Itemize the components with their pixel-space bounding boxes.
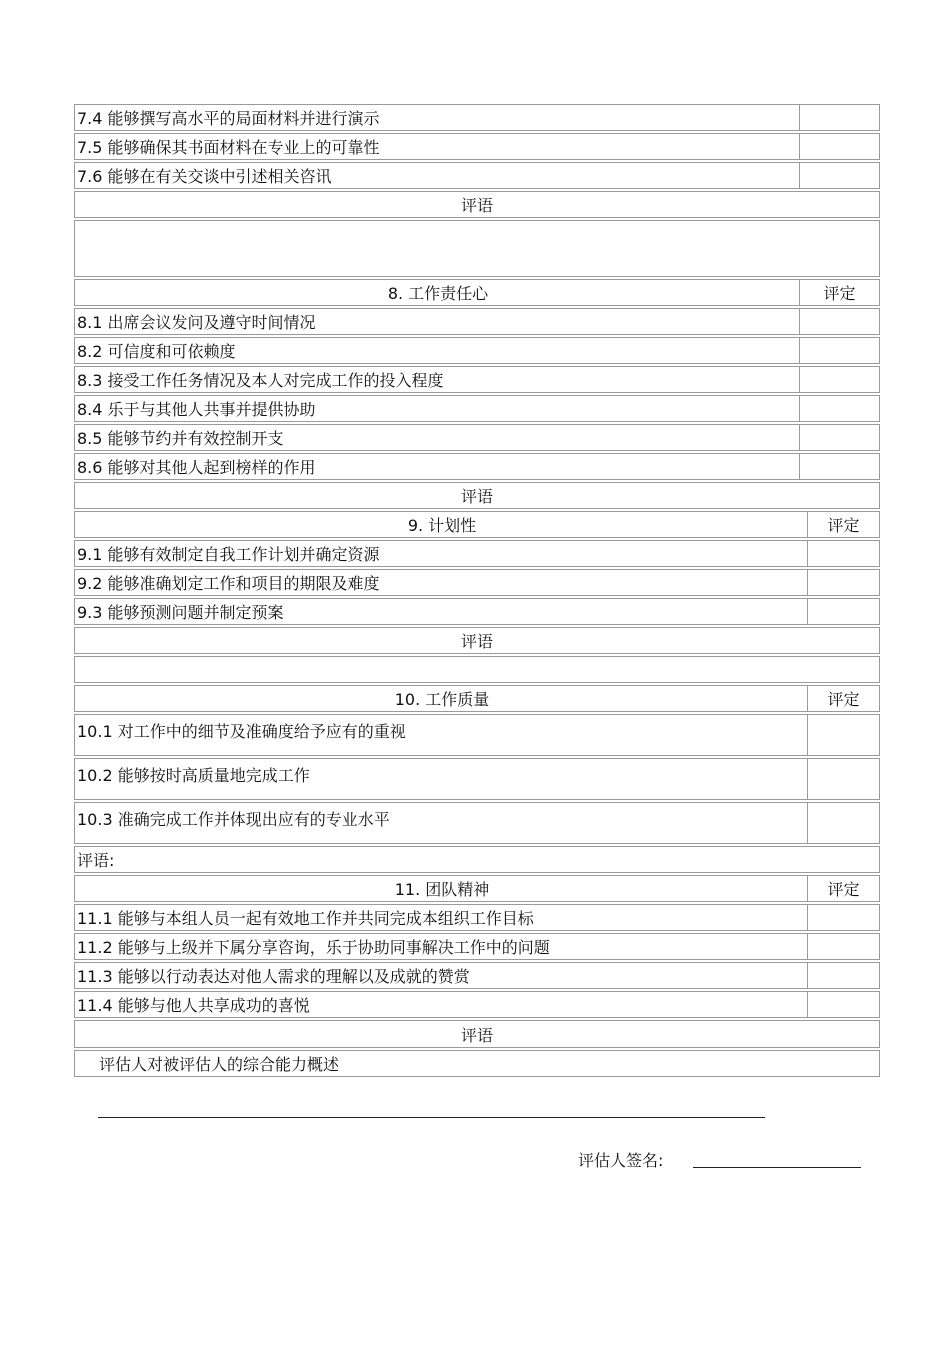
item-row-10-3: [74, 802, 880, 844]
rating-cell[interactable]: [807, 992, 879, 1017]
item-label: 10.2 能够按时高质量地完成工作: [77, 766, 310, 785]
rating-cell[interactable]: [807, 599, 879, 624]
item-label: 8.3 接受工作任务情况及本人对完成工作的投入程度: [77, 371, 444, 390]
item-row-10-2: [74, 758, 880, 800]
item-label: 7.4 能够撰写高水平的局面材料并进行演示: [77, 109, 380, 128]
item-label: 10.3 准确完成工作并体现出应有的专业水平: [77, 810, 390, 829]
comment-input[interactable]: [75, 657, 879, 682]
rating-cell[interactable]: [807, 905, 879, 930]
section-header-8: [74, 279, 880, 306]
item-label: 7.6 能够在有关交谈中引述相关咨讯: [77, 167, 332, 186]
item-label: 9.2 能够准确划定工作和项目的期限及难度: [77, 574, 380, 593]
rating-cell[interactable]: [807, 541, 879, 566]
comment-label: 评语: [460, 196, 493, 215]
item-label: 8.6 能够对其他人起到榜样的作用: [77, 458, 316, 477]
item-row-7-4: [74, 104, 880, 131]
item-row-11-1: [74, 904, 880, 931]
item-row-8-4: [74, 395, 880, 422]
rating-cell[interactable]: [799, 396, 879, 421]
rating-cell[interactable]: [807, 934, 879, 959]
comment-header-9: [74, 627, 880, 654]
item-label: 8.1 出席会议发问及遵守时间情况: [77, 313, 316, 332]
item-row-11-3: [74, 962, 880, 989]
rating-header: 评定: [807, 512, 879, 537]
item-label: 11.3 能够以行动表达对他人需求的理解以及成就的赞赏: [77, 967, 470, 986]
item-label: 8.5 能够节约并有效控制开支: [77, 429, 284, 448]
summary-label: 评估人对被评估人的综合能力概述: [99, 1055, 340, 1074]
rating-cell[interactable]: [807, 759, 879, 799]
item-label: 8.4 乐于与其他人共事并提供协助: [77, 400, 316, 419]
item-label: 11.2 能够与上级并下属分享咨询，乐于协助同事解决工作中的问题: [77, 938, 550, 957]
summary-fill-line[interactable]: [98, 1117, 765, 1118]
item-row-10-1: [74, 714, 880, 756]
comment-label: 评语: [460, 632, 493, 651]
item-row-7-5: [74, 133, 880, 160]
item-label: 9.3 能够预测问题并制定预案: [77, 603, 284, 622]
rating-cell[interactable]: [799, 338, 879, 363]
item-row-8-2: [74, 337, 880, 364]
section-title: 9. 计划性: [407, 516, 477, 535]
item-row-7-6: [74, 162, 880, 189]
section-title: 10. 工作质量: [394, 690, 490, 709]
rating-cell[interactable]: [807, 803, 879, 843]
rating-cell[interactable]: [799, 425, 879, 450]
comment-label: 评语:: [77, 851, 115, 870]
rating-cell[interactable]: [807, 570, 879, 595]
item-row-9-3: [74, 598, 880, 625]
comment-header-8: [74, 482, 880, 509]
evaluation-form: [74, 104, 880, 1079]
comment-input[interactable]: [75, 221, 879, 276]
signature-fill-line[interactable]: [693, 1167, 861, 1168]
rating-cell[interactable]: [807, 715, 879, 755]
rating-cell[interactable]: [799, 367, 879, 392]
comment-area-7: [74, 220, 880, 277]
rating-header: 评定: [799, 280, 879, 305]
section-title: 8. 工作责任心: [387, 284, 489, 303]
item-row-8-3: [74, 366, 880, 393]
comment-header-7: [74, 191, 880, 218]
rating-cell[interactable]: [799, 454, 879, 479]
item-label: 11.1 能够与本组人员一起有效地工作并共同完成本组织工作目标: [77, 909, 534, 928]
item-row-8-5: [74, 424, 880, 451]
comment-header-11: [74, 1020, 880, 1048]
rating-cell[interactable]: [807, 963, 879, 988]
rating-header: 评定: [807, 686, 879, 711]
item-label: 9.1 能够有效制定自我工作计划并确定资源: [77, 545, 380, 564]
item-row-8-6: [74, 453, 880, 480]
section-header-9: [74, 511, 880, 538]
comment-label: 评语: [460, 487, 493, 506]
section-header-10: [74, 685, 880, 712]
item-row-11-2: [74, 933, 880, 960]
comment-row-10: [74, 846, 880, 873]
rating-cell[interactable]: [799, 134, 879, 159]
item-row-11-4: [74, 991, 880, 1018]
item-label: 10.1 对工作中的细节及准确度给予应有的重视: [77, 722, 406, 741]
item-label: 8.2 可信度和可依赖度: [77, 342, 236, 361]
item-row-9-2: [74, 569, 880, 596]
rating-cell[interactable]: [799, 309, 879, 334]
item-label: 11.4 能够与他人共享成功的喜悦: [77, 996, 310, 1015]
section-header-11: [74, 875, 880, 902]
rating-cell[interactable]: [799, 163, 879, 188]
signature-label: 评估人签名:: [578, 1151, 664, 1170]
comment-area-9: [74, 656, 880, 683]
section-title: 11. 团队精神: [394, 880, 490, 899]
item-label: 7.5 能够确保其书面材料在专业上的可靠性: [77, 138, 380, 157]
rating-header: 评定: [807, 876, 879, 901]
item-row-9-1: [74, 540, 880, 567]
item-row-8-1: [74, 308, 880, 335]
rating-cell[interactable]: [799, 105, 879, 130]
comment-label: 评语: [460, 1025, 493, 1045]
